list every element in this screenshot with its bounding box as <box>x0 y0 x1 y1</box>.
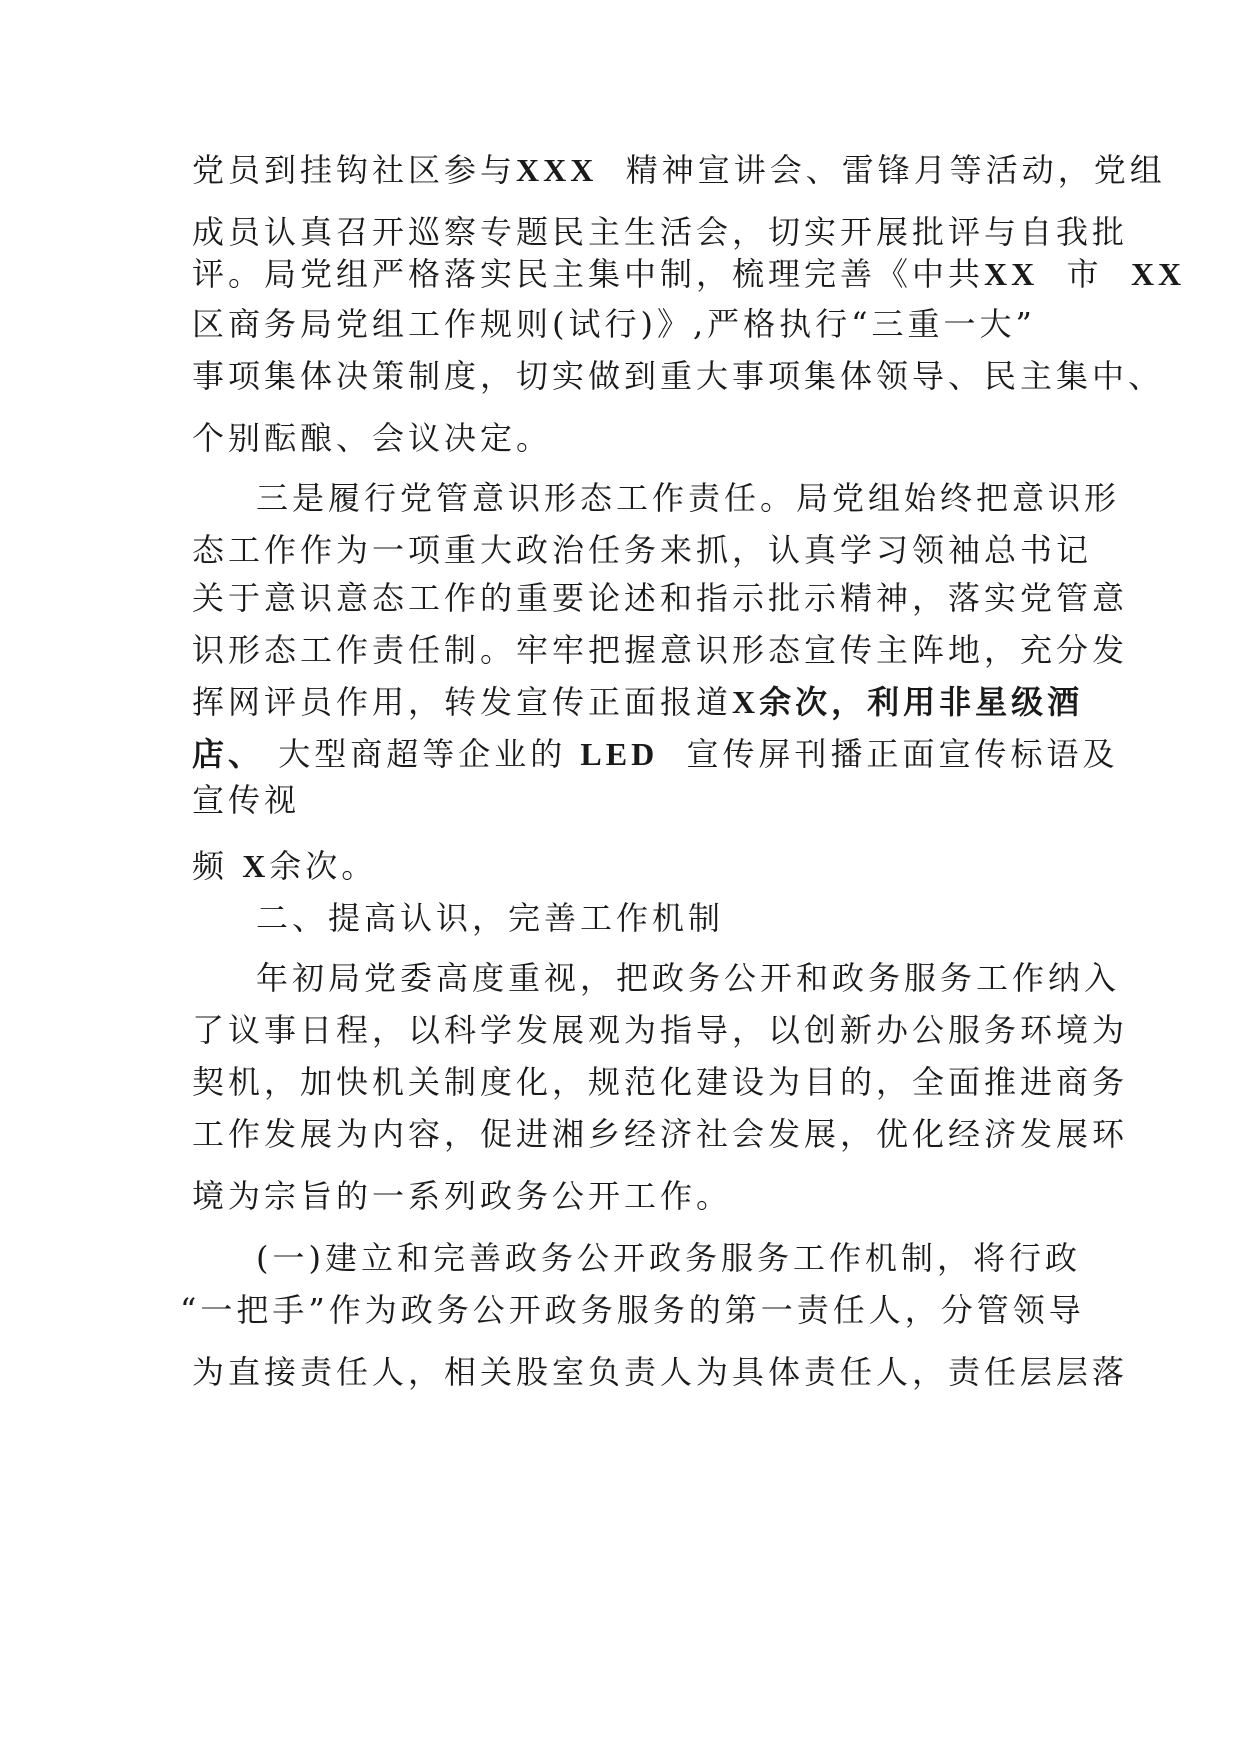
text-segment: 二、提高认识，完善工作机制 <box>256 899 725 937</box>
text-segment: 频 <box>192 847 243 885</box>
text-segment: 为直接责任人，相关股室负责人为具体责任人，责任层层落 <box>192 1353 1129 1391</box>
text-segment: 成员认真召开巡察专题民主生活会，切实开展批评与自我批 <box>192 213 1129 251</box>
text-segment: 个别酝酿、会议决定。 <box>192 419 553 457</box>
text-line <box>192 682 1084 722</box>
text-segment: 余次。 <box>269 847 378 885</box>
text-line <box>192 1114 1129 1154</box>
text-segment: 党员到挂钩社区参与 <box>192 151 517 189</box>
text-segment: 契机，加快机关制度化，规范化建设为目的，全面推进商务 <box>192 1063 1129 1101</box>
text-line <box>192 630 1129 670</box>
text-line <box>192 578 1129 618</box>
text-segment: LED <box>580 736 659 772</box>
text-segment: 评。局党组严格落实民主集中制，梳理完善《中共 <box>192 255 985 293</box>
text-line <box>192 1062 1129 1102</box>
text-segment: 三是履行党管意识形态工作责任。局党组始终把意识形 <box>256 479 1121 517</box>
text-line <box>180 1290 1085 1330</box>
text-line <box>192 356 1165 396</box>
text-segment: XX <box>984 256 1039 292</box>
text-segment: 宣传视 <box>192 781 301 819</box>
text-line <box>192 530 1093 570</box>
text-segment: 工作发展为内容，促进湘乡经济社会发展，优化经济发展环 <box>192 1115 1129 1153</box>
text-line <box>192 212 1129 252</box>
text-segment: 境为宗旨的一系列政务公开工作。 <box>192 1177 733 1215</box>
text-segment: 事项集体决策制度，切实做到重大事项集体领导、民主集中、 <box>192 357 1165 395</box>
text-segment: X <box>242 848 270 884</box>
text-line <box>192 1010 1129 1050</box>
text-segment: 区商务局党组工作规则(试行)》,严格执行“三重一大” <box>192 305 1036 343</box>
text-line <box>192 846 1072 886</box>
text-line <box>256 1238 1136 1278</box>
text-segment: 宣传屏刊播正面宣传标语及 <box>658 735 1119 773</box>
text-segment: 识形态工作责任制。牢牢把握意识形态宣传主阵地，充分发 <box>192 631 1129 669</box>
text-segment: X余次，利用非星级酒 <box>732 684 1084 720</box>
text-segment: 大型商超等企业的 <box>264 735 581 773</box>
text-line <box>192 1176 1072 1216</box>
text-segment: 店、 <box>192 736 265 772</box>
text-line <box>256 958 1136 998</box>
text-segment: XXX <box>516 152 598 188</box>
text-segment: 态工作作为一项重大政治任务来抓，认真学习领袖总书记 <box>192 531 1093 569</box>
text-segment: XX <box>1130 256 1186 292</box>
text-segment: 了议事日程，以科学发展观为指导，以创新办公服务环境为 <box>192 1011 1129 1049</box>
text-segment: 市 <box>1038 255 1131 293</box>
text-line <box>192 1352 1129 1392</box>
text-line <box>192 418 1072 458</box>
section-heading <box>256 898 1136 938</box>
text-line <box>192 304 1072 344</box>
text-segment: “一把手”作为政务公开政务服务的第一责任人，分管领导 <box>180 1291 1085 1329</box>
text-segment: 精神宣讲会、雷锋月等活动，党组 <box>597 151 1166 189</box>
text-line <box>192 254 1186 294</box>
text-segment: (一)建立和完善政务公开政务服务工作机制，将行政 <box>256 1239 1081 1277</box>
text-segment: 关于意识意态工作的重要论述和指示批示精神，落实党管意 <box>192 579 1129 617</box>
text-line <box>192 734 1119 774</box>
text-line <box>192 780 1072 820</box>
text-segment: 挥网评员作用，转发宣传正面报道 <box>192 683 733 721</box>
text-line <box>256 478 1136 518</box>
text-line <box>192 150 1166 190</box>
text-segment: 年初局党委高度重视，把政务公开和政务服务工作纳入 <box>256 959 1121 997</box>
